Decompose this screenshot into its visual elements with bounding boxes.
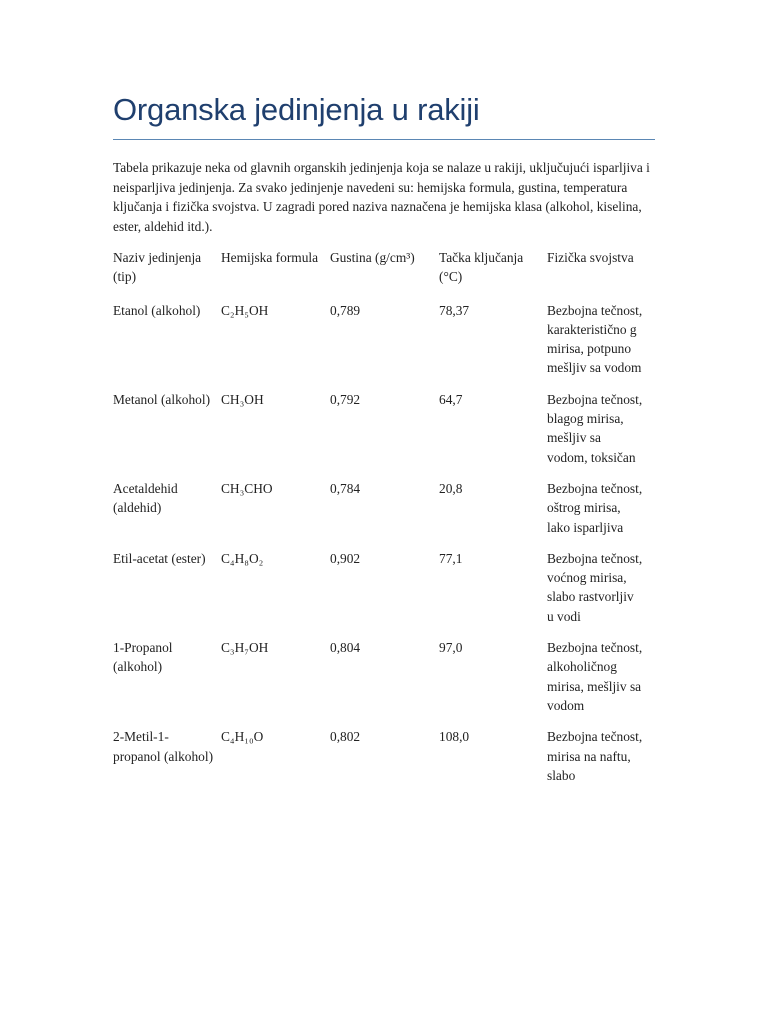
cell-formula: CH₃OH bbox=[221, 391, 264, 407]
table-row bbox=[113, 390, 643, 479]
title-underline bbox=[113, 139, 655, 140]
intro-paragraph: Tabela prikazuje neka od glavnih organskih jedinjenja koja se nalaze u rakiji, uključujući isparljiva i neisparljiva jedinjenja. Za svako jedinjenje navedeni su: hemijska formula, gustina, temperatura ključanja i fizička svojstva. U zagradi pored naziva naznačena je hemijska klasa (alkohol, kiselina, ester, aldehid itd.). bbox=[113, 160, 650, 234]
cell-density: 0,902 bbox=[330, 550, 361, 566]
cell-density: 0,784 bbox=[330, 480, 361, 496]
cell-properties: Bezbojna tečnost, oštrog mirisa, lako isparljiva bbox=[547, 480, 643, 535]
cell-formula: C₄H₈O₂ bbox=[221, 550, 264, 566]
cell-formula: C₃H₇OH bbox=[221, 640, 269, 656]
page-title: Organska jedinjenja u rakiji bbox=[113, 92, 480, 127]
table-row bbox=[113, 727, 643, 797]
cell-boiling-point: 64,7 bbox=[439, 391, 463, 407]
cell-properties: Bezbojna tečnost, mirisa na naftu, slabo bbox=[547, 729, 643, 783]
cell-name: 2-Metil-1-propanol (alkohol) bbox=[113, 729, 214, 764]
cell-density: 0,792 bbox=[330, 391, 361, 407]
table-row bbox=[113, 549, 643, 638]
cell-boiling-point: 20,8 bbox=[439, 480, 463, 496]
header-density: Gustina (g/cm³) bbox=[330, 250, 415, 265]
cell-properties: Bezbojna tečnost, alkoholičnog mirisa, mešljiv sa vodom bbox=[547, 640, 643, 713]
cell-name: Acetaldehid (aldehid) bbox=[113, 480, 178, 516]
compounds-table bbox=[113, 248, 643, 797]
cell-density: 0,802 bbox=[330, 729, 361, 745]
cell-boiling-point: 78,37 bbox=[439, 302, 470, 318]
header-properties: Fizička svojstva bbox=[547, 250, 634, 265]
cell-density: 0,804 bbox=[330, 640, 361, 656]
cell-formula: C₂H₅OH bbox=[221, 302, 269, 318]
header-boiling-point: Tačka ključanja (°C) bbox=[439, 250, 524, 285]
cell-properties: Bezbojna tečnost, voćnog mirisa, slabo rastvorljiv u vodi bbox=[547, 550, 643, 624]
cell-name: Etanol (alkohol) bbox=[113, 302, 201, 318]
cell-name: 1-Propanol (alkohol) bbox=[113, 640, 173, 675]
table-row bbox=[113, 479, 643, 549]
cell-density: 0,789 bbox=[330, 302, 361, 318]
cell-boiling-point: 97,0 bbox=[439, 640, 463, 656]
cell-formula: CH₃CHO bbox=[221, 480, 273, 496]
cell-formula: C₄H₁₀O bbox=[221, 729, 264, 745]
header-formula: Hemijska formula bbox=[221, 250, 319, 265]
header-name: Naziv jedinjenja (tip) bbox=[113, 250, 202, 285]
cell-properties: Bezbojna tečnost, karakteristično g mirisa, potpuno mešljiv sa vodom bbox=[547, 302, 643, 376]
table-header-row bbox=[113, 248, 643, 301]
cell-boiling-point: 108,0 bbox=[439, 729, 470, 745]
cell-name: Metanol (alkohol) bbox=[113, 391, 211, 407]
table-row bbox=[113, 301, 643, 390]
table-row bbox=[113, 638, 643, 727]
cell-properties: Bezbojna tečnost, blagog mirisa, mešljiv sa vodom, toksičan bbox=[547, 391, 643, 465]
cell-boiling-point: 77,1 bbox=[439, 550, 463, 566]
cell-name: Etil-acetat (ester) bbox=[113, 550, 206, 566]
